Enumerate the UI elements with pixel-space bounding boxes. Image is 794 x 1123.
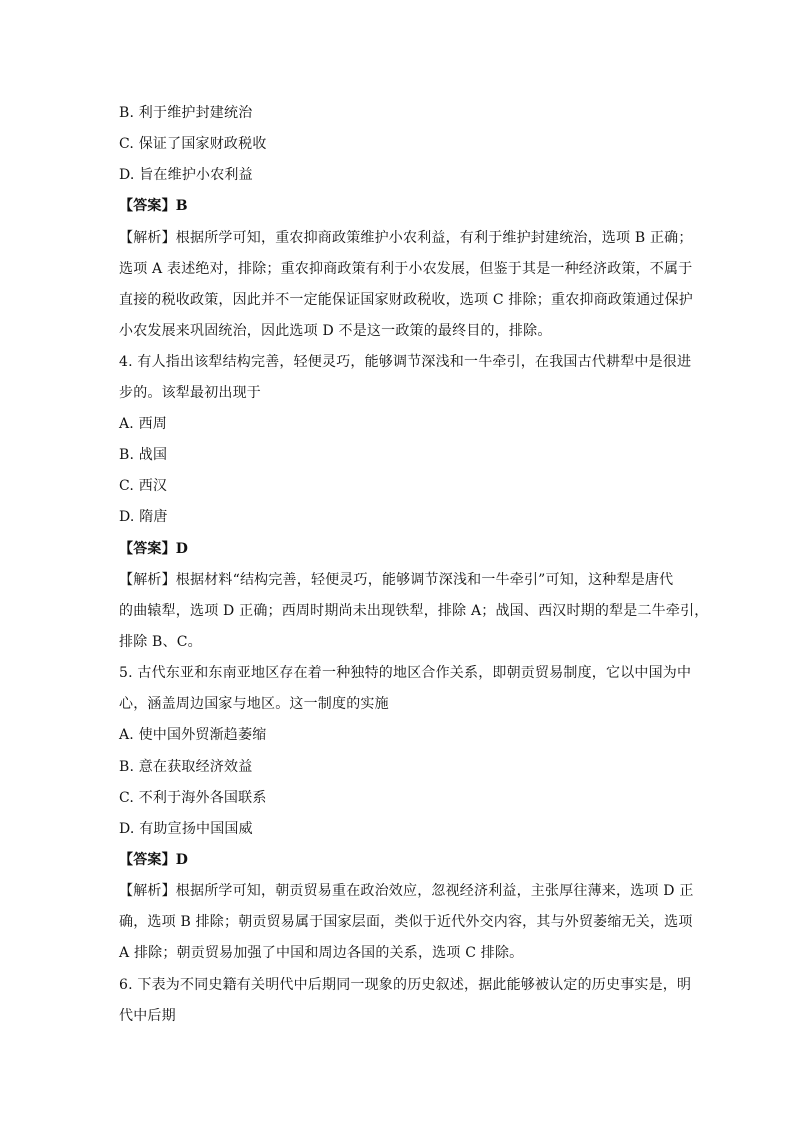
- answer-label: 【答案】D: [119, 852, 189, 868]
- question-stem: 代中后期: [119, 1008, 176, 1024]
- option-b: B. 利于维护封建统治: [119, 105, 253, 121]
- option-c: C. 保证了国家财政税收: [119, 136, 267, 152]
- question-stem: 步的。该犁最初出现于: [119, 385, 261, 401]
- option-d: D. 旨在维护小农利益: [119, 167, 253, 183]
- option-b: B. 意在获取经济效益: [119, 759, 253, 775]
- analysis-line: 直接的税收政策，因此并不一定能保证国家财政税收，选项 C 排除；重农抑商政策通过保护: [119, 292, 694, 308]
- question-stem: 4. 有人指出该犁结构完善，轻便灵巧，能够调节深浅和一牛牵引，在我国古代耕犁中是很进: [119, 354, 692, 370]
- analysis-line: 确，选项 B 排除；朝贡贸易属于国家层面，类似于近代外交内容，其与外贸萎缩无关，选项: [119, 914, 693, 930]
- analysis-line: 的曲辕犁，选项 D 正确；西周时期尚未出现铁犁，排除 A；战国、西汉时期的犁是二牛牵引，: [119, 603, 709, 619]
- option-c: C. 不利于海外各国联系: [119, 790, 267, 806]
- question-stem: 6. 下表为不同史籍有关明代中后期同一现象的历史叙述，据此能够被认定的历史事实是，明: [119, 977, 692, 993]
- option-a: A. 西周: [119, 416, 168, 432]
- answer-label: 【答案】B: [119, 198, 188, 214]
- analysis-line: 小农发展来巩固统治，因此选项 D 不是这一政策的最终目的，排除。: [119, 323, 552, 339]
- question-stem: 5. 古代东亚和东南亚地区存在着一种独特的地区合作关系，即朝贡贸易制度，它以中国为中: [119, 665, 692, 681]
- analysis-line: 【解析】根据材料“结构完善，轻便灵巧，能够调节深浅和一牛牵引”可知，这种犁是唐代: [119, 572, 674, 588]
- option-d: D. 隋唐: [119, 509, 168, 525]
- analysis-line: 【解析】根据所学可知，重农抑商政策维护小农利益，有利于维护封建统治，选项 B 正确；: [119, 230, 693, 246]
- option-d: D. 有助宣扬中国国威: [119, 821, 253, 837]
- analysis-line: A 排除；朝贡贸易加强了中国和周边各国的关系，选项 C 排除。: [119, 945, 524, 961]
- option-c: C. 西汉: [119, 478, 168, 494]
- option-a: A. 使中国外贸渐趋萎缩: [119, 727, 267, 743]
- analysis-line: 选项 A 表述绝对，排除；重农抑商政策有利于小农发展，但鉴于其是一种经济政策，不属于: [119, 261, 693, 277]
- analysis-line: 【解析】根据所学可知，朝贡贸易重在政治效应，忽视经济利益，主张厚往薄来，选项 D 正: [119, 883, 694, 899]
- option-b: B. 战国: [119, 447, 168, 463]
- analysis-line: 排除 B、C。: [119, 634, 202, 650]
- answer-label: 【答案】D: [119, 541, 189, 557]
- question-stem: 心，涵盖周边国家与地区。这一制度的实施: [119, 696, 389, 712]
